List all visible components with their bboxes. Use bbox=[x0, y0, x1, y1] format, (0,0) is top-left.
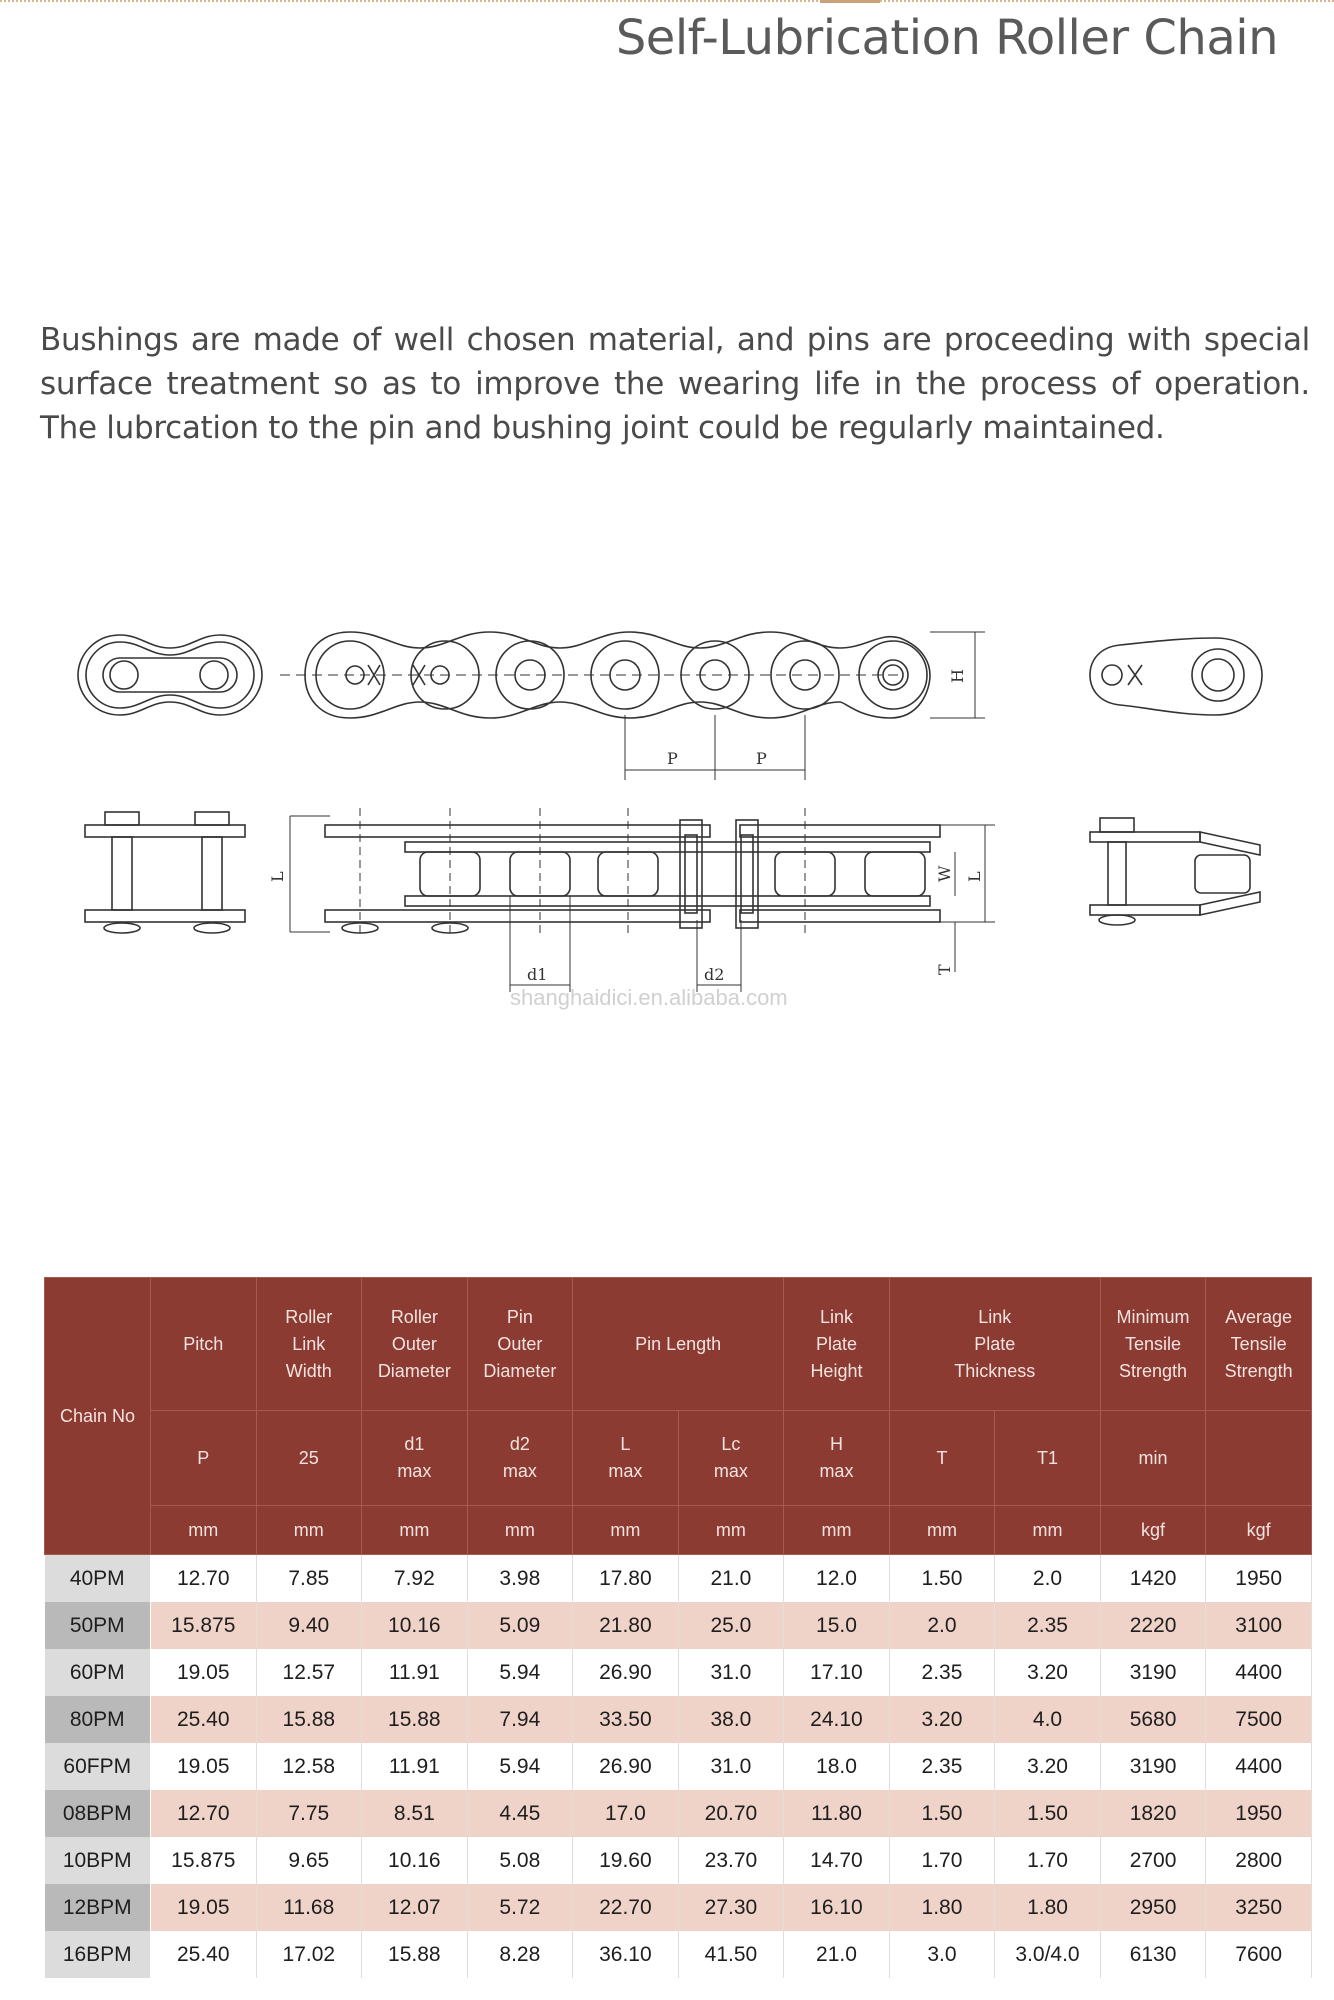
table-cell: 26.90 bbox=[573, 1743, 679, 1790]
table-row bbox=[45, 1790, 1312, 1837]
header-name-roller-link-width: Roller Link Width bbox=[256, 1278, 362, 1411]
table-cell: 7.85 bbox=[256, 1555, 362, 1603]
table-cell: 4400 bbox=[1206, 1649, 1312, 1696]
table-cell: 11.80 bbox=[784, 1790, 890, 1837]
intro-paragraph: Bushings are made of well chosen material, and pins are proceeding with special surface treatment so as to improve the wearing life in the process of operation. The lubrcation to the pin and bushing joint could be regularly maintained. bbox=[40, 322, 1310, 446]
table-cell: 12.70 bbox=[151, 1790, 257, 1837]
dim-label-l-left: L bbox=[268, 871, 287, 882]
table-cell: 38.0 bbox=[678, 1696, 784, 1743]
chain-no-cell: 80PM bbox=[45, 1696, 151, 1743]
table-cell: 31.0 bbox=[678, 1743, 784, 1790]
table-cell: 2.0 bbox=[995, 1555, 1101, 1603]
table-cell: 41.50 bbox=[678, 1931, 784, 1978]
table-cell: 5.09 bbox=[467, 1602, 573, 1649]
table-cell: 2.0 bbox=[889, 1602, 995, 1649]
table-cell: 4.0 bbox=[995, 1696, 1101, 1743]
table-cell: 4.45 bbox=[467, 1790, 573, 1837]
header-symbol-t: T bbox=[889, 1411, 995, 1506]
header-unit: mm bbox=[467, 1506, 573, 1555]
table-cell: 21.0 bbox=[784, 1931, 890, 1978]
chain-no-cell: 10BPM bbox=[45, 1837, 151, 1884]
header-unit: kgf bbox=[1206, 1506, 1312, 1555]
table-cell: 1.70 bbox=[995, 1837, 1101, 1884]
table-cell: 3.0 bbox=[889, 1931, 995, 1978]
table-cell: 1950 bbox=[1206, 1790, 1312, 1837]
table-cell: 10.16 bbox=[362, 1602, 468, 1649]
dim-label-d2: d2 bbox=[704, 965, 725, 984]
table-cell: 1820 bbox=[1100, 1790, 1206, 1837]
chain-side-view bbox=[280, 632, 985, 780]
header-unit: mm bbox=[256, 1506, 362, 1555]
chain-no-cell: 50PM bbox=[45, 1602, 151, 1649]
table-cell: 5.72 bbox=[467, 1884, 573, 1931]
header-unit: mm bbox=[995, 1506, 1101, 1555]
table-cell: 7.92 bbox=[362, 1555, 468, 1603]
table-cell: 3.20 bbox=[889, 1696, 995, 1743]
table-cell: 1.70 bbox=[889, 1837, 995, 1884]
plate-outline-left bbox=[78, 635, 262, 715]
table-cell: 18.0 bbox=[784, 1743, 890, 1790]
table-cell: 21.0 bbox=[678, 1555, 784, 1603]
header-symbol-empty bbox=[1206, 1411, 1312, 1506]
table-cell: 3.20 bbox=[995, 1743, 1101, 1790]
table-cell: 1950 bbox=[1206, 1555, 1312, 1603]
header-unit: mm bbox=[151, 1506, 257, 1555]
header-unit: mm bbox=[889, 1506, 995, 1555]
table-cell: 33.50 bbox=[573, 1696, 679, 1743]
table-cell: 8.51 bbox=[362, 1790, 468, 1837]
table-cell: 12.70 bbox=[151, 1555, 257, 1603]
dim-label-p2: P bbox=[756, 749, 767, 768]
header-symbol-d1: d1 max bbox=[362, 1411, 468, 1506]
table-cell: 1.50 bbox=[995, 1790, 1101, 1837]
table-cell: 2.35 bbox=[995, 1602, 1101, 1649]
table-cell: 31.0 bbox=[678, 1649, 784, 1696]
table-cell: 17.80 bbox=[573, 1555, 679, 1603]
table-cell: 2.35 bbox=[889, 1649, 995, 1696]
table-cell: 3.0/4.0 bbox=[995, 1931, 1101, 1978]
header-symbol-h: H max bbox=[784, 1411, 890, 1506]
table-cell: 26.90 bbox=[573, 1649, 679, 1696]
spec-table-body bbox=[45, 1555, 1312, 1979]
table-cell: 3100 bbox=[1206, 1602, 1312, 1649]
spec-table bbox=[44, 1277, 1312, 1978]
table-cell: 20.70 bbox=[678, 1790, 784, 1837]
top-mark bbox=[820, 0, 880, 3]
table-cell: 25.40 bbox=[151, 1696, 257, 1743]
table-cell: 14.70 bbox=[784, 1837, 890, 1884]
header-unit: mm bbox=[784, 1506, 890, 1555]
header-name-pitch: Pitch bbox=[151, 1278, 257, 1411]
table-cell: 25.0 bbox=[678, 1602, 784, 1649]
chain-no-cell: 12BPM bbox=[45, 1884, 151, 1931]
header-name-pin-outer-diameter: Pin Outer Diameter bbox=[467, 1278, 573, 1411]
chain-no-cell: 60FPM bbox=[45, 1743, 151, 1790]
header-name-minimum-tensile-strength: Minimum Tensile Strength bbox=[1100, 1278, 1206, 1411]
table-cell: 23.70 bbox=[678, 1837, 784, 1884]
header-name-pin-length: Pin Length bbox=[573, 1278, 784, 1411]
table-row bbox=[45, 1555, 1312, 1603]
offset-link-top bbox=[1090, 638, 1262, 715]
table-cell: 1.50 bbox=[889, 1555, 995, 1603]
header-name-link-plate-height: Link Plate Height bbox=[784, 1278, 890, 1411]
chain-diagram bbox=[0, 620, 1334, 1040]
header-unit: mm bbox=[678, 1506, 784, 1555]
table-cell: 3250 bbox=[1206, 1884, 1312, 1931]
header-name-roller-outer-diameter: Roller Outer Diameter bbox=[362, 1278, 468, 1411]
header-symbol-min: min bbox=[1100, 1411, 1206, 1506]
table-cell: 15.0 bbox=[784, 1602, 890, 1649]
table-cell: 7.94 bbox=[467, 1696, 573, 1743]
chain-no-cell: 60PM bbox=[45, 1649, 151, 1696]
dim-label-l-right: L bbox=[965, 871, 984, 882]
table-cell: 2.35 bbox=[889, 1743, 995, 1790]
table-cell: 11.91 bbox=[362, 1649, 468, 1696]
table-row bbox=[45, 1837, 1312, 1884]
table-cell: 24.10 bbox=[784, 1696, 890, 1743]
header-name-average-tensile-strength: Average Tensile Strength bbox=[1206, 1278, 1312, 1411]
table-row bbox=[45, 1696, 1312, 1743]
dim-label-w: W bbox=[935, 865, 954, 882]
link-plan-left bbox=[85, 812, 245, 933]
header-unit: mm bbox=[362, 1506, 468, 1555]
table-cell: 5680 bbox=[1100, 1696, 1206, 1743]
table-cell: 15.875 bbox=[151, 1602, 257, 1649]
table-cell: 5.94 bbox=[467, 1649, 573, 1696]
table-cell: 11.68 bbox=[256, 1884, 362, 1931]
table-cell: 9.65 bbox=[256, 1837, 362, 1884]
table-cell: 27.30 bbox=[678, 1884, 784, 1931]
watermark: shanghaidici.en.alibaba.com bbox=[510, 985, 788, 1010]
table-cell: 6130 bbox=[1100, 1931, 1206, 1978]
table-cell: 16.10 bbox=[784, 1884, 890, 1931]
table-cell: 36.10 bbox=[573, 1931, 679, 1978]
chain-plan-view bbox=[290, 808, 995, 992]
table-row bbox=[45, 1602, 1312, 1649]
table-cell: 8.28 bbox=[467, 1931, 573, 1978]
dim-label-t: T bbox=[935, 964, 954, 975]
table-cell: 15.88 bbox=[362, 1696, 468, 1743]
table-cell: 15.88 bbox=[362, 1931, 468, 1978]
header-symbol-p: P bbox=[151, 1411, 257, 1506]
table-cell: 3.98 bbox=[467, 1555, 573, 1603]
table-cell: 3.20 bbox=[995, 1649, 1101, 1696]
page-title: Self-Lubrication Roller Chain bbox=[615, 10, 1278, 66]
table-cell: 12.57 bbox=[256, 1649, 362, 1696]
table-cell: 1.80 bbox=[995, 1884, 1101, 1931]
table-cell: 19.05 bbox=[151, 1884, 257, 1931]
table-cell: 15.875 bbox=[151, 1837, 257, 1884]
offset-link-plan bbox=[1090, 818, 1260, 925]
chain-no-cell: 16BPM bbox=[45, 1931, 151, 1978]
dim-label-d1: d1 bbox=[527, 965, 548, 984]
header-name-link-plate-thickness: Link Plate Thickness bbox=[889, 1278, 1100, 1411]
table-cell: 19.05 bbox=[151, 1649, 257, 1696]
table-cell: 5.94 bbox=[467, 1743, 573, 1790]
table-cell: 17.0 bbox=[573, 1790, 679, 1837]
table-cell: 7.75 bbox=[256, 1790, 362, 1837]
table-cell: 1.50 bbox=[889, 1790, 995, 1837]
table-cell: 3190 bbox=[1100, 1649, 1206, 1696]
table-cell: 19.60 bbox=[573, 1837, 679, 1884]
header-symbol-d2: d2 max bbox=[467, 1411, 573, 1506]
table-cell: 2700 bbox=[1100, 1837, 1206, 1884]
table-cell: 25.40 bbox=[151, 1931, 257, 1978]
table-cell: 1.80 bbox=[889, 1884, 995, 1931]
table-cell: 2950 bbox=[1100, 1884, 1206, 1931]
table-cell: 7500 bbox=[1206, 1696, 1312, 1743]
table-row bbox=[45, 1649, 1312, 1696]
table-cell: 2220 bbox=[1100, 1602, 1206, 1649]
header-symbol-t1: T1 bbox=[995, 1411, 1101, 1506]
table-cell: 2800 bbox=[1206, 1837, 1312, 1884]
table-cell: 19.05 bbox=[151, 1743, 257, 1790]
table-cell: 12.58 bbox=[256, 1743, 362, 1790]
header-unit: kgf bbox=[1100, 1506, 1206, 1555]
table-cell: 10.16 bbox=[362, 1837, 468, 1884]
table-cell: 7600 bbox=[1206, 1931, 1312, 1978]
table-cell: 5.08 bbox=[467, 1837, 573, 1884]
table-cell: 3190 bbox=[1100, 1743, 1206, 1790]
table-row bbox=[45, 1884, 1312, 1931]
table-cell: 15.88 bbox=[256, 1696, 362, 1743]
table-cell: 12.0 bbox=[784, 1555, 890, 1603]
chain-no-cell: 08BPM bbox=[45, 1790, 151, 1837]
chain-no-cell: 40PM bbox=[45, 1555, 151, 1603]
header-symbol-lc: Lc max bbox=[678, 1411, 784, 1506]
header-chain-no: Chain No bbox=[45, 1278, 151, 1555]
table-row bbox=[45, 1931, 1312, 1978]
table-cell: 21.80 bbox=[573, 1602, 679, 1649]
table-cell: 1420 bbox=[1100, 1555, 1206, 1603]
dim-label-p1: P bbox=[667, 749, 678, 768]
header-symbol-25: 25 bbox=[256, 1411, 362, 1506]
table-row bbox=[45, 1743, 1312, 1790]
dim-label-h: H bbox=[948, 669, 967, 683]
table-cell: 4400 bbox=[1206, 1743, 1312, 1790]
table-cell: 12.07 bbox=[362, 1884, 468, 1931]
table-cell: 17.10 bbox=[784, 1649, 890, 1696]
table-cell: 9.40 bbox=[256, 1602, 362, 1649]
table-cell: 22.70 bbox=[573, 1884, 679, 1931]
table-cell: 17.02 bbox=[256, 1931, 362, 1978]
header-unit: mm bbox=[573, 1506, 679, 1555]
header-symbol-l: L max bbox=[573, 1411, 679, 1506]
top-rule bbox=[0, 0, 1334, 5]
table-cell: 11.91 bbox=[362, 1743, 468, 1790]
